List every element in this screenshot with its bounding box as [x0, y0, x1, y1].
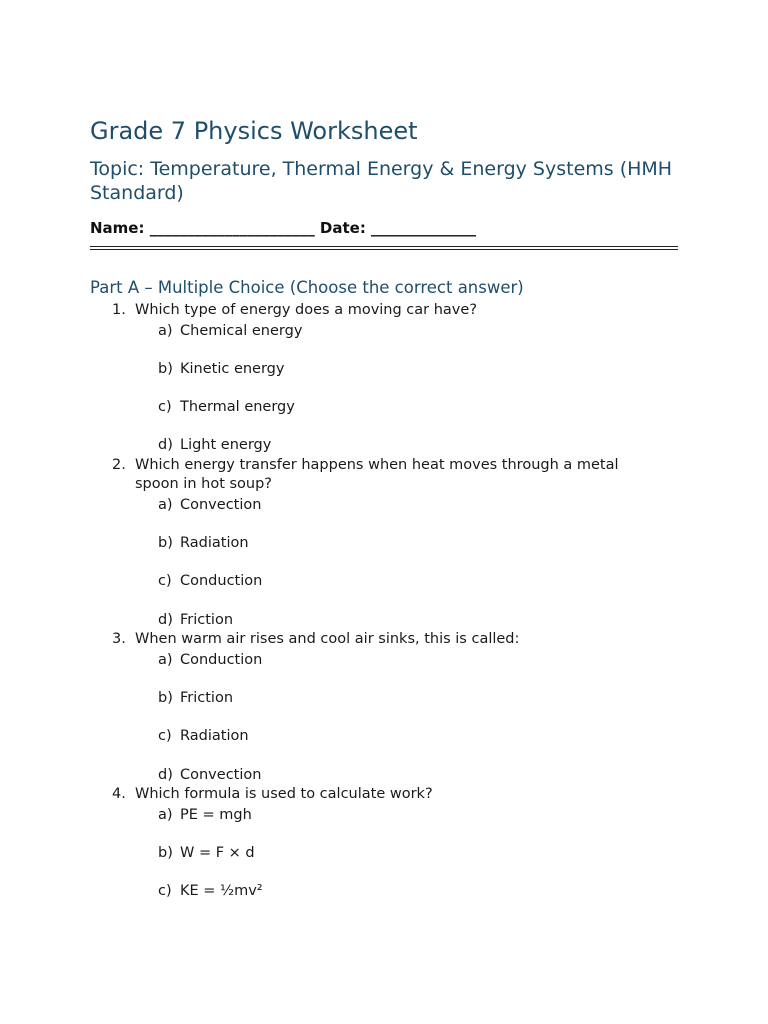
question-3 — [90, 630, 678, 785]
worksheet-title: Grade 7 Physics Worksheet — [90, 117, 418, 145]
name-date-line: Name: ______________________ Date: ______________ — [90, 219, 477, 237]
option-text: Chemical energy — [180, 322, 303, 339]
option-letter: c) — [158, 883, 172, 900]
option-c — [135, 882, 678, 902]
option-d — [135, 436, 678, 456]
option-letter: c) — [158, 728, 172, 745]
question-4 — [90, 785, 678, 902]
option-letter: b) — [158, 360, 173, 377]
option-letter: c) — [158, 573, 172, 590]
option-letter: a) — [158, 651, 173, 668]
option-list — [135, 651, 678, 785]
question-text: Which formula is used to calculate work? — [135, 786, 433, 803]
option-list — [135, 322, 678, 456]
option-b — [135, 360, 678, 380]
option-c — [135, 727, 678, 747]
option-a — [135, 651, 678, 671]
question-number: 2. — [112, 456, 126, 473]
option-text: Conduction — [180, 651, 263, 668]
question-text: Which energy transfer happens when heat moves through a metal spoon in hot soup? — [135, 456, 619, 493]
option-letter: b) — [158, 844, 173, 861]
option-d — [135, 766, 678, 786]
option-a — [135, 496, 678, 516]
option-text: W = F × d — [180, 844, 255, 861]
question-number: 1. — [112, 302, 126, 318]
option-text: Kinetic energy — [180, 360, 285, 377]
option-text: Friction — [180, 690, 234, 707]
question-number: 3. — [112, 631, 126, 648]
question-2 — [90, 456, 678, 630]
option-text: Radiation — [180, 535, 249, 552]
option-text: Thermal energy — [180, 399, 295, 416]
option-letter: a) — [158, 806, 173, 823]
option-a — [135, 322, 678, 342]
question-list — [90, 301, 678, 902]
option-letter: c) — [158, 399, 172, 416]
option-letter: b) — [158, 690, 173, 707]
question-number: 4. — [112, 786, 126, 803]
option-b — [135, 689, 678, 709]
option-c — [135, 572, 678, 592]
option-letter: a) — [158, 322, 173, 339]
option-letter: a) — [158, 496, 173, 513]
option-letter: d) — [158, 437, 173, 454]
option-text: Convection — [180, 496, 262, 513]
option-b — [135, 844, 678, 864]
option-list — [135, 496, 678, 630]
option-a — [135, 806, 678, 826]
option-text: Conduction — [180, 573, 263, 590]
option-text: Convection — [180, 766, 262, 783]
option-b — [135, 534, 678, 554]
part-a-heading: Part A – Multiple Choice (Choose the correct answer) — [90, 278, 524, 297]
question-text: Which type of energy does a moving car have? — [135, 302, 478, 318]
worksheet-subtitle: Topic: Temperature, Thermal Energy & Energy Systems (HMH Standard) — [90, 158, 673, 204]
option-text: Friction — [180, 611, 234, 628]
option-letter: d) — [158, 766, 173, 783]
option-list — [135, 806, 678, 902]
option-c — [135, 398, 678, 418]
question-1 — [90, 301, 678, 456]
option-text: Light energy — [180, 437, 272, 454]
option-text: KE = ½mv² — [180, 883, 263, 900]
option-letter: d) — [158, 611, 173, 628]
option-text: PE = mgh — [180, 806, 252, 823]
double-divider — [90, 246, 678, 250]
question-text: When warm air rises and cool air sinks, this is called: — [135, 631, 520, 648]
option-d — [135, 611, 678, 631]
option-text: Radiation — [180, 728, 249, 745]
option-letter: b) — [158, 535, 173, 552]
worksheet-page — [90, 113, 678, 902]
